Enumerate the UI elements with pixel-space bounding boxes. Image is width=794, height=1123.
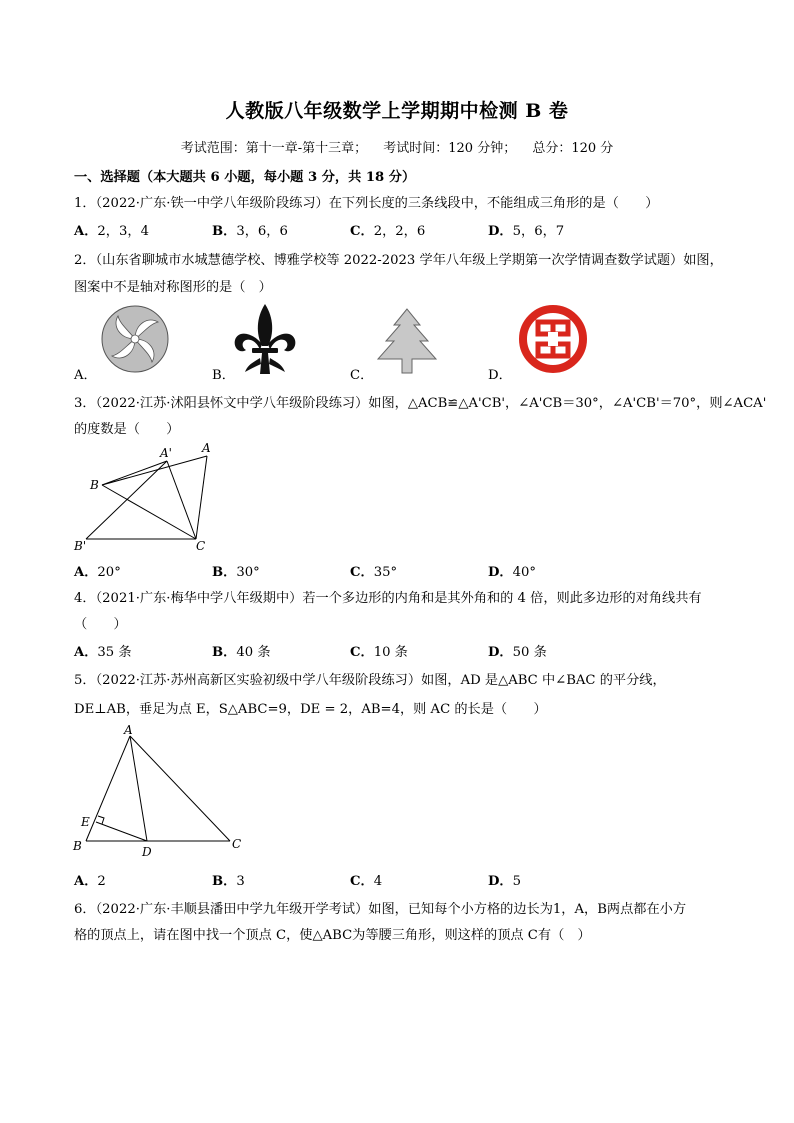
q2-option-d: D． <box>488 368 512 383</box>
q1-option-d: D．5，6，7 <box>488 224 565 239</box>
q3-triangle-figure <box>72 440 222 556</box>
label-a-prime: A' <box>160 446 172 460</box>
question-5-line2: DE⊥AB，垂足为点 E，S△ABC=9，DE = 2，AB=4，则 AC 的长是（ ） <box>74 702 547 717</box>
question-3-line2: 的度数是（ ） <box>74 422 180 437</box>
question-1-text: 1．（2022·广东·铁一中学八年级阶段练习）在下列长度的三条线段中，不能组成三角形的是（ ） <box>74 196 659 211</box>
label-a: A <box>124 723 133 737</box>
page-title: 人教版八年级数学上学期期中检测 B 卷 <box>225 100 569 122</box>
bank-logo-icon <box>518 304 588 374</box>
q3-option-b: B．30° <box>212 565 260 580</box>
fleur-de-lis-icon <box>232 302 298 378</box>
q5-option-c: C．4 <box>350 874 383 889</box>
q2-option-c: C． <box>350 368 374 383</box>
q4-option-a: A．35 条 <box>74 645 132 660</box>
q2-option-a: A． <box>74 368 97 383</box>
q1-option-c: C．2，2，6 <box>350 224 426 239</box>
exam-info <box>0 137 794 156</box>
q4-option-d: D．50 条 <box>488 645 547 660</box>
exam-scope: 考试范围：第十一章-第十三章； <box>180 141 368 156</box>
question-6-line1: 6．（2022·广东·丰顺县潘田中学九年级开学考试）如图，已知每个小方格的边长为1，A，B两点都在小方 <box>74 902 687 917</box>
exam-score: 总分：120 分 <box>532 141 614 156</box>
label-d: D <box>142 845 152 859</box>
label-b: B <box>90 478 99 492</box>
label-e: E <box>81 815 90 829</box>
question-6-line2: 格的顶点上，请在图中找一个顶点 C，使△ABC为等腰三角形，则这样的顶点 C有（ ） <box>74 928 591 943</box>
label-c: C <box>196 539 206 553</box>
label-a: A <box>202 441 211 455</box>
question-4-line2: （ ） <box>74 617 127 632</box>
label-c: C <box>232 837 242 851</box>
question-2-line2: 图案中不是轴对称图形的是（ ） <box>74 280 272 295</box>
q5-option-a: A．2 <box>74 874 106 889</box>
q3-option-a: A．20° <box>74 565 121 580</box>
q1-option-b: B．3，6，6 <box>212 224 288 239</box>
question-4-line1: 4．（2021·广东·梅华中学八年级期中）若一个多边形的内角和是其外角和的 4 倍，则此多边形的对角线共有 <box>74 591 702 606</box>
question-2-line1: 2．（山东省聊城市水城慧德学校、博雅学校等 2022-2023 学年八年级上学期第一次学情调查数学试题）如图， <box>74 253 723 268</box>
label-b-prime: B' <box>74 539 87 553</box>
q4-option-b: B．40 条 <box>212 645 271 660</box>
pine-tree-icon <box>376 307 438 375</box>
exam-time: 考试时间：120 分钟； <box>383 141 517 156</box>
question-5-line1: 5．（2022·江苏·苏州高新区实验初级中学八年级阶段练习）如图，AD 是△ABC 中∠BAC 的平分线， <box>74 673 666 688</box>
q2-option-b: B． <box>212 368 235 383</box>
question-3-line1: 3．（2022·江苏·沭阳县怀文中学八年级阶段练习）如图，△ACB≌△A'CB'，∠A'CB＝30°，∠A'CB'＝70°，则∠ACA' <box>74 396 767 411</box>
q1-option-a: A．2，3，4 <box>74 224 149 239</box>
q4-option-c: C．10 条 <box>350 645 408 660</box>
q3-option-c: C．35° <box>350 565 398 580</box>
q5-option-b: B．3 <box>212 874 245 889</box>
q3-option-d: D．40° <box>488 565 536 580</box>
q5-option-d: D．5 <box>488 874 522 889</box>
q5-triangle-figure <box>72 722 252 860</box>
section-heading: 一、选择题（本大题共 6 小题，每小题 3 分，共 18 分） <box>74 170 416 185</box>
swirl-circle-icon <box>100 304 170 374</box>
label-b: B <box>73 839 82 853</box>
